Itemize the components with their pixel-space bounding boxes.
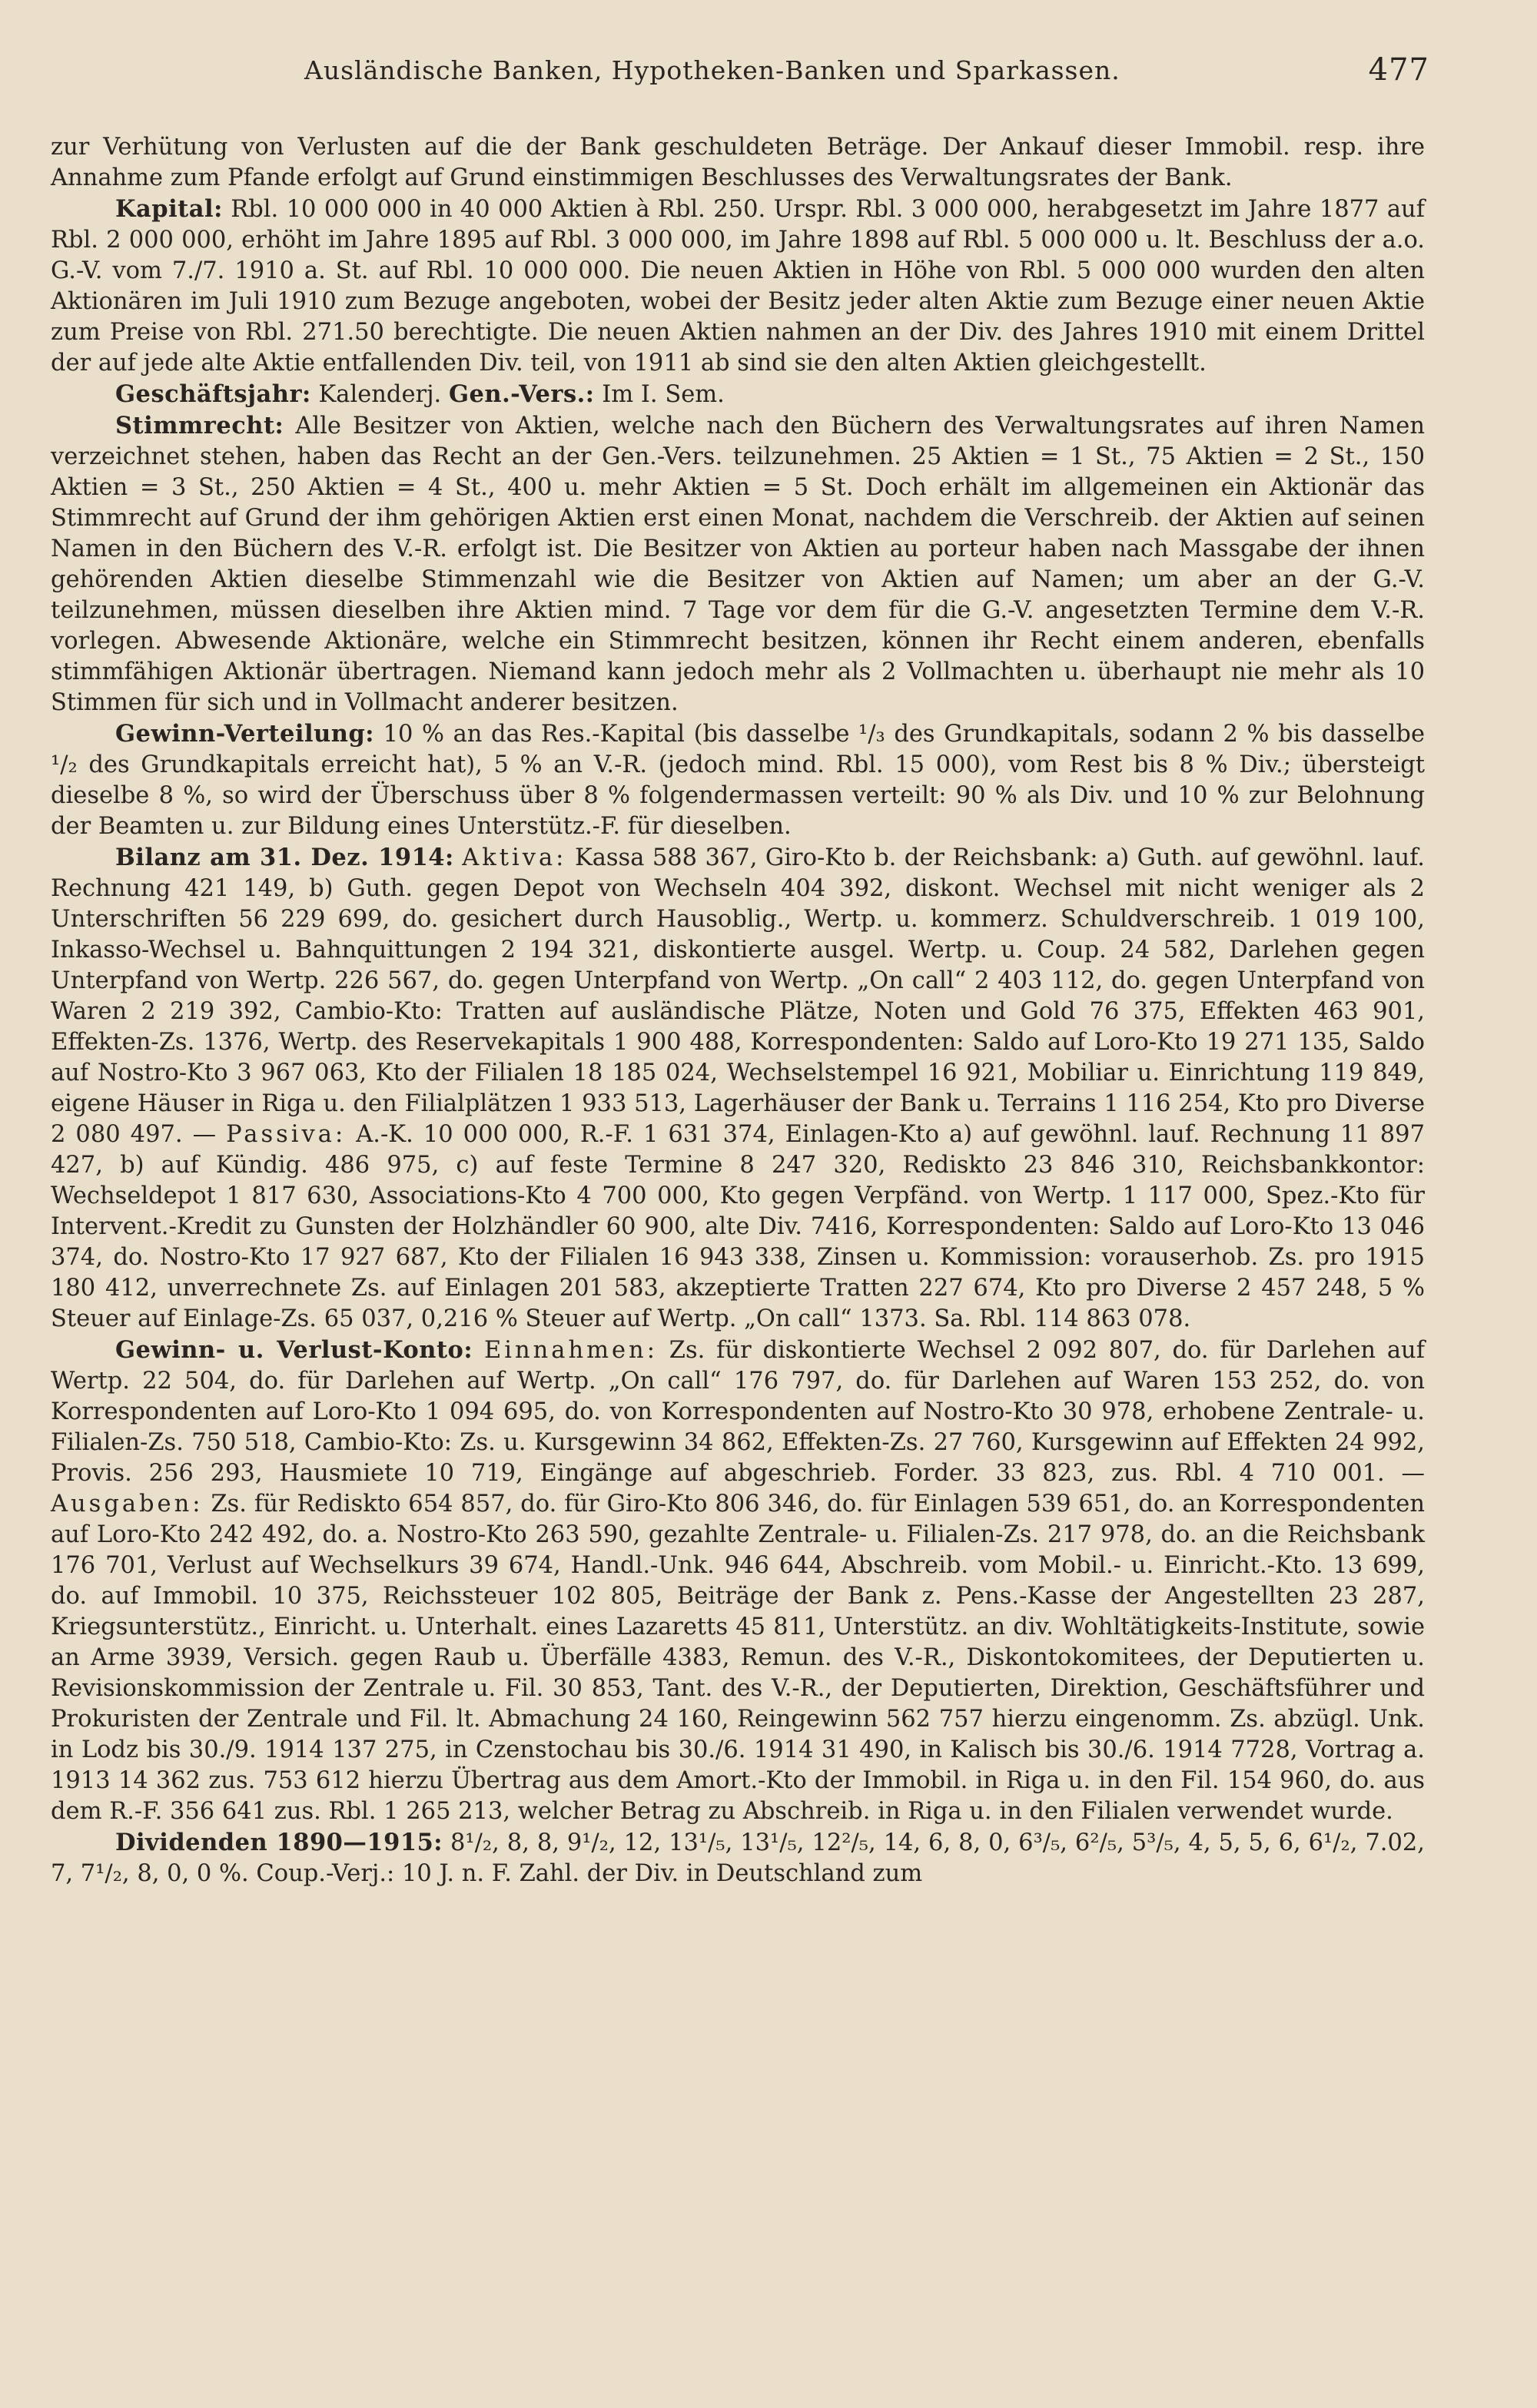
page-number: 477 xyxy=(1368,52,1429,88)
spaced-heading: Ausgaben: xyxy=(51,1491,204,1517)
paragraph-text: Im I. Sem. xyxy=(602,381,725,408)
running-title: Ausländische Banken, Hypotheken-Banken und Sparkassen. xyxy=(304,55,1120,85)
section-label: Kapital: xyxy=(115,195,223,223)
section-label: Gewinn-Verteilung: xyxy=(115,720,375,748)
paragraph-text: Rbl. 10 000 000 in 40 000 Aktien à Rbl. 250. Urspr. Rbl. 3 000 000, herabgesetzt im Jahre 1877 auf Rbl. 2 000 000, erhöht im Jahre 1895 auf Rbl. 3 000 000, im Jahre 1898 auf Rbl. 5 000 000 u. lt. Beschluss der a.o. G.-V. vom 7./7. 1910 a. St. auf Rbl. 10 000 000. Die neuen Aktien in Höhe von Rbl. 5 000 000 wurden den alten Aktionären im Juli 1910 zum Bezuge angeboten, wobei der Besitz jeder alten Aktie zum Bezuge einer neuen Aktie zum Preise von Rbl. 271.50 berechtigte. Die neuen Aktien nahmen an der Div. des Jahres 1910 mit einem Drittel der auf jede alte Aktie entfallenden Div. teil, von 1911 ab sind sie den alten Aktien gleichgestellt. xyxy=(51,196,1425,376)
paragraph-text: Kalenderj. xyxy=(318,381,449,408)
paragraph-gewinn-verlust xyxy=(51,1335,1425,1827)
spaced-heading: Passiva: xyxy=(226,1121,347,1148)
spaced-heading: Einnahmen: xyxy=(483,1337,658,1364)
section-label: Stimmrecht: xyxy=(115,412,284,439)
section-label: Gen.-Vers.: xyxy=(448,380,595,408)
section-label: Bilanz am 31. Dez. 1914: xyxy=(115,844,454,871)
paragraph-text: 10 % an das Res.-Kapital (bis dasselbe ¹/₃ des Grundkapitals, sodann 2 % bis dasselbe ¹/₂ des Grundkapitals erreicht hat), 5 % an V.-R. (jedoch mind. Rbl. 15 000), vom Rest bis 8 % Div.; übersteigt dieselbe 8 %, so wird der Überschuss über 8 % folgendermassen verteilt: 90 % als Div. und 10 % zur Belohnung der Beamten u. zur Bildung eines Unterstütz.-F. für dieselben. xyxy=(51,721,1425,840)
running-header xyxy=(51,52,1429,98)
article-body xyxy=(51,132,1425,1889)
paragraph-text: Zs. für diskontierte Wechsel 2 092 807, do. für Darlehen auf Wertp. 22 504, do. für Darlehen auf Wertp. „On call“ 176 797, do. für Darlehen auf Waren 153 252, do. von Korrespondenten auf Loro-Kto 1 094 695, do. von Korrespondenten auf Nostro-Kto 30 978, erhobene Zentrale- u. Filialen-Zs. 750 518, Cambio-Kto: Zs. u. Kursgewinn 34 862, Effekten-Zs. 27 760, Kursgewinn auf Effekten 24 992, Provis. 256 293, Hausmiete 10 719, Eingänge auf abgeschrieb. Forder. 33 823, zus. Rbl. 4 710 001. — xyxy=(51,1337,1425,1487)
paragraph-text: 8¹/₂, 8, 8, 9¹/₂, 12, 13¹/₅, 13¹/₅, 12²/₅, 14, 6, 8, 0, 6³/₅, 6²/₅, 5³/₅, 4, 5, 5, 6, 6¹/₂, 7.02, 7, 7¹/₂, 8, 0, 0 %. xyxy=(51,1829,1426,1887)
paragraph-text: zur Verhütung von Verlusten auf die der Bank geschuldeten Beträge. Der Ankauf dieser Immobil. resp. ihre Annahme zum Pfande erfolgt auf Grund einstimmigen Beschlusses des Verwaltungsrates der Bank. xyxy=(51,134,1425,191)
paragraph-text: Coup.-Verj.: 10 J. n. F. Zahl. der Div. in Deutschland zum xyxy=(256,1860,923,1887)
paragraph-text: Kassa 588 367, Giro-Kto b. der Reichsbank: a) Guth. auf gewöhnl. lauf. Rechnung 421 149, b) Guth. gegen Depot von Wechseln 404 392, diskont. Wechsel mit nicht weniger als 2 Unterschriften 56 229 699, do. gesichert durch Hausoblig., Wertp. u. kommerz. Schuldverschreib. 1 019 100, Inkasso-Wechsel u. Bahnquittungen 2 194 321, diskontierte ausgel. Wertp. u. Coup. 24 582, Darlehen gegen Unterpfand von Wertp. 226 567, do. gegen Unterpfand von Wertp. „On call“ 2 403 112, do. gegen Unterpfand von Waren 2 219 392, Cambio-Kto: Tratten auf ausländische Plätze, Noten und Gold 76 375, Effekten 463 901, Effekten-Zs. 1376, Wertp. des Reservekapitals 1 900 488, Korrespondenten: Saldo auf Loro-Kto 19 271 135, Saldo auf Nostro-Kto 3 967 063, Kto der Filialen 18 185 024, Wechselstempel 16 921, Mobiliar u. Einrichtung 119 849, eigene Häuser in Riga u. den Filialplätzen 1 933 513, Lagerhäuser der Bank u. Terrains 1 116 254, Kto pro Diverse 2 080 497. — xyxy=(51,844,1426,1148)
paragraph-bilanz xyxy=(51,842,1425,1335)
paragraph-geschaeftsjahr xyxy=(51,379,1425,410)
paragraph-stimmrecht xyxy=(51,410,1425,718)
paragraph-gewinn-verteilung xyxy=(51,718,1425,842)
section-label: Dividenden 1890—1915: xyxy=(115,1829,443,1856)
section-label: Geschäftsjahr: xyxy=(115,380,311,408)
section-label: Gewinn- u. Verlust-Konto: xyxy=(115,1336,473,1364)
paragraph-dividenden xyxy=(51,1827,1425,1889)
paragraph-kapital xyxy=(51,194,1425,379)
paragraph-text: A.-K. 10 000 000, R.-F. 1 631 374, Einlagen-Kto a) auf gewöhnl. lauf. Rechnung 11 897 427, b) auf Kündig. 486 975, c) auf feste Termine 8 247 320, Rediskto 23 846 310, Reichsbankkontor: Wechseldepot 1 817 630, Associations-Kto 4 700 000, Kto gegen Verpfänd. von Wertp. 1 117 000, Spez.-Kto für Intervent.-Kredit zu Gunsten der Holzhändler 60 900, alte Div. 7416, Korrespondenten: Saldo auf Loro-Kto 13 046 374, do. Nostro-Kto 17 927 687, Kto der Filialen 16 943 338, Zinsen u. Kommission: vorauserhob. Zs. pro 1915 180 412, unverrechnete Zs. auf Einlagen 201 583, akzeptierte Tratten 227 674, Kto pro Diverse 2 457 248, 5 % Steuer auf Einlage-Zs. 65 037, 0,216 % Steuer auf Wertp. „On call“ 1373. Sa. Rbl. 114 863 078. xyxy=(51,1121,1425,1332)
spaced-heading: Aktiva: xyxy=(462,844,567,871)
paragraph-text: Alle Besitzer von Aktien, welche nach den Büchern des Verwaltungsrates auf ihren Namen verzeichnet stehen, haben das Recht an der Gen.-Vers. teilzunehmen. 25 Aktien = 1 St., 75 Aktien = 2 St., 150 Aktien = 3 St., 250 Aktien = 4 St., 400 u. mehr Aktien = 5 St. Doch erhält im allgemeinen ein Aktionär das Stimmrecht auf Grund der ihm gehörigen Aktien erst einen Monat, nachdem die Verschreib. der Aktien auf seinen Namen in den Büchern des V.-R. erfolgt ist. Die Besitzer von Aktien au porteur haben nach Massgabe der ihnen gehörenden Aktien dieselbe Stimmenzahl wie die Besitzer von Aktien auf Namen; um aber an der G.-V. teilzunehmen, müssen dieselben ihre Aktien mind. 7 Tage vor dem für die G.-V. angesetzten Termine dem V.-R. vorlegen. Abwesende Aktionäre, welche ein Stimmrecht besitzen, können ihr Recht einem anderen, ebenfalls stimmfähigen Aktionär übertragen. Niemand kann jedoch mehr als 2 Vollmachten u. überhaupt nie mehr als 10 Stimmen für sich und in Vollmacht anderer besitzen. xyxy=(51,413,1425,716)
paragraph-text: Zs. für Rediskto 654 857, do. für Giro-Kto 806 346, do. für Einlagen 539 651, do. an Korrespondenten auf Loro-Kto 242 492, do. a. Nostro-Kto 263 590, gezahlte Zentrale- u. Filialen-Zs. 217 978, do. an die Reichsbank 176 701, Verlust auf Wechselkurs 39 674, Handl.-Unk. 946 644, Abschreib. vom Mobil.- u. Einricht.-Kto. 13 699, do. auf Immobil. 10 375, Reichssteuer 102 805, Beiträge der Bank z. Pens.-Kasse der Angestellten 23 287, Kriegsunterstütz., Einricht. u. Unterhalt. eines Lazaretts 45 811, Unterstütz. an div. Wohltätigkeits-Institute, sowie an Arme 3939, Versich. gegen Raub u. Überfälle 4383, Remun. des V.-R., Diskontokomitees, der Deputierten u. Revisionskommission der Zentrale u. Fil. 30 853, Tant. des V.-R., der Deputierten, Direktion, Geschäftsführer und Prokuristen der Zentrale und Fil. lt. Abmachung 24 160, Reingewinn 562 757 hierzu eingenomm. Zs. abzügl. Unk. in Lodz bis 30./9. 1914 137 275, in Czenstochau bis 30./6. 1914 31 490, in Kalisch bis 30./6. 1914 7728, Vortrag a. 1913 14 362 zus. 753 612 hierzu Übertrag aus dem Amort.-Kto der Immobil. in Riga u. in den Fil. 154 960, do. aus dem R.-F. 356 641 zus. Rbl. 1 265 213, welcher Betrag zu Abschreib. in Riga u. in den Filialen verwendet wurde. xyxy=(51,1491,1425,1825)
paragraph-intro xyxy=(51,132,1425,194)
